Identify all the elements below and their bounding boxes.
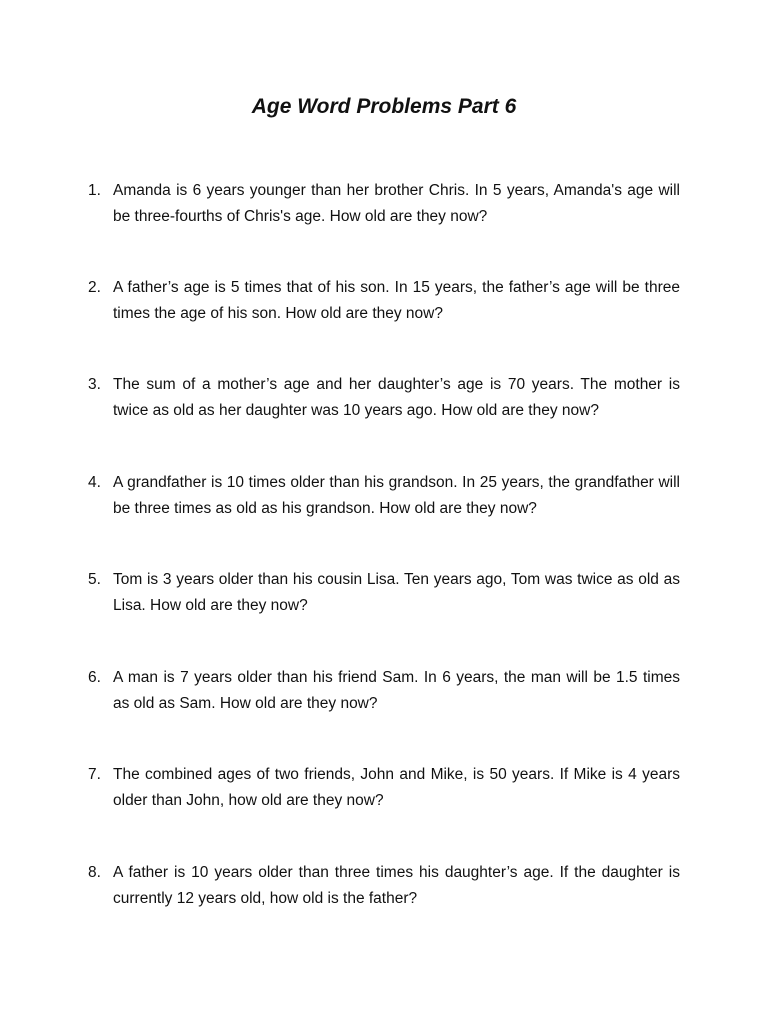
problem-1 bbox=[88, 178, 680, 230]
problem-5 bbox=[88, 567, 680, 619]
problem-number: 2. bbox=[88, 279, 101, 296]
problem-text: The combined ages of two friends, John and Mike, is 50 years. If Mike is 4 years older than John, how old are they now? bbox=[113, 766, 680, 809]
problem-4 bbox=[88, 470, 680, 522]
problem-2 bbox=[88, 275, 680, 327]
problem-text: The sum of a mother’s age and her daughter’s age is 70 years. The mother is twice as old as her daughter was 10 years ago. How old are they now? bbox=[113, 376, 680, 419]
problem-text: A father is 10 years older than three times his daughter’s age. If the daughter is currently 12 years old, how old is the father? bbox=[113, 864, 680, 907]
problem-text: A father’s age is 5 times that of his son. In 15 years, the father’s age will be three times the age of his son. How old are they now? bbox=[113, 279, 680, 322]
problem-text: Amanda is 6 years younger than her brother Chris. In 5 years, Amanda's age will be three-fourths of Chris's age. How old are they now? bbox=[113, 182, 680, 225]
problem-3 bbox=[88, 372, 680, 424]
problem-number: 8. bbox=[88, 864, 101, 881]
problem-text: A man is 7 years older than his friend Sam. In 6 years, the man will be 1.5 times as old as Sam. How old are they now? bbox=[113, 669, 680, 712]
page-title: Age Word Problems Part 6 bbox=[251, 95, 517, 118]
problem-7 bbox=[88, 762, 680, 814]
problem-number: 4. bbox=[88, 474, 101, 491]
problem-8 bbox=[88, 860, 680, 912]
problem-number: 3. bbox=[88, 376, 101, 393]
problem-text: A grandfather is 10 times older than his grandson. In 25 years, the grandfather will be three times as old as his grandson. How old are they now? bbox=[113, 474, 680, 517]
problem-text: Tom is 3 years older than his cousin Lisa. Ten years ago, Tom was twice as old as Lisa. How old are they now? bbox=[113, 571, 680, 614]
problem-number: 7. bbox=[88, 766, 101, 783]
problem-6 bbox=[88, 665, 680, 717]
problem-number: 6. bbox=[88, 669, 101, 686]
problem-number: 1. bbox=[88, 182, 101, 199]
problem-number: 5. bbox=[88, 571, 101, 588]
